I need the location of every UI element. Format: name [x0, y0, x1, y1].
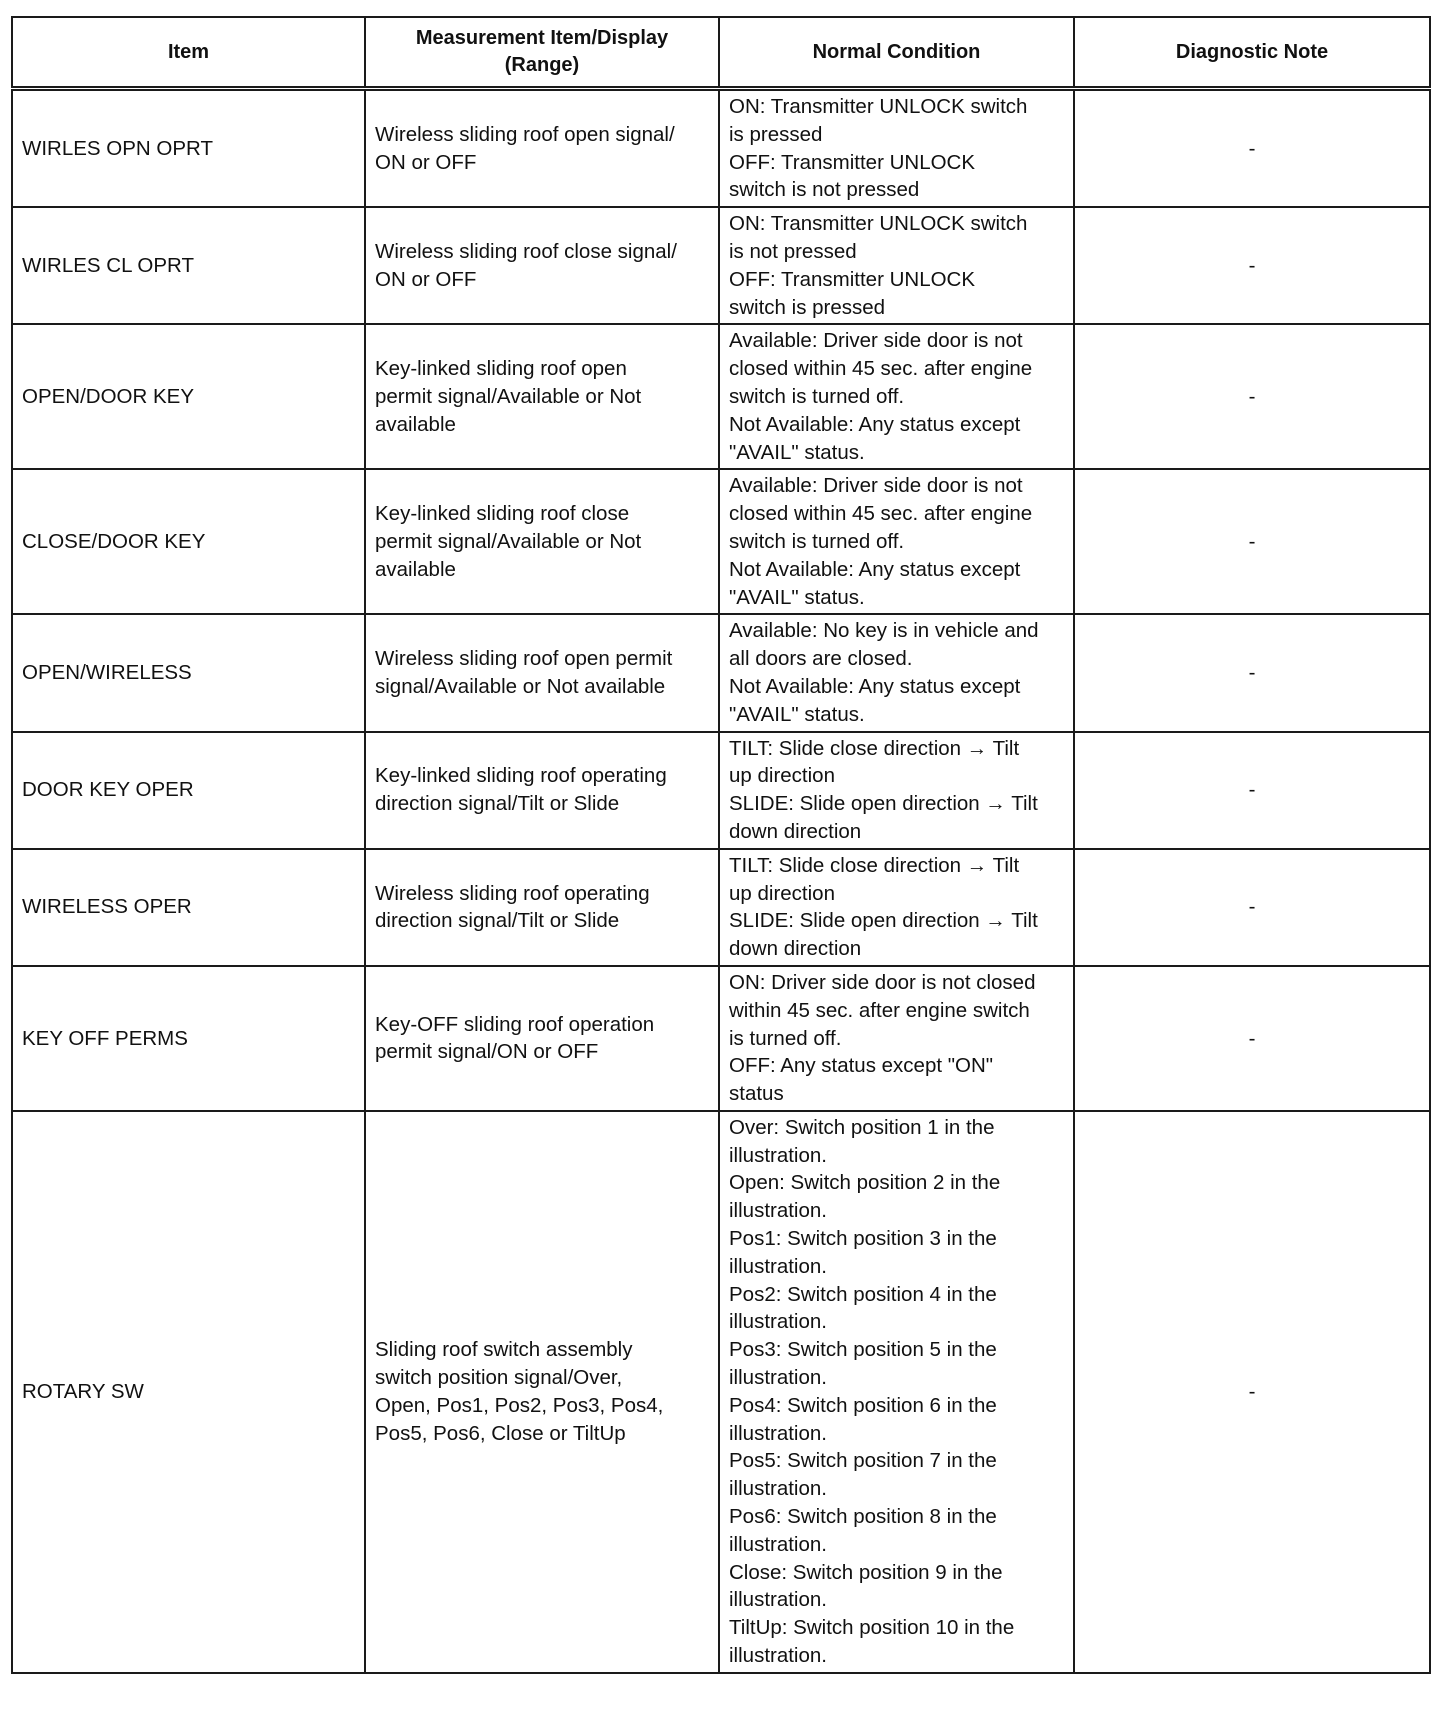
normal-condition-line: illustration.: [729, 1477, 827, 1501]
measurement-line: ON or OFF: [375, 150, 477, 174]
normal-condition-line: OFF: Any status except "ON": [729, 1054, 994, 1078]
normal-condition-line: down direction: [729, 819, 862, 843]
normal-condition-cell: [719, 469, 1074, 614]
normal-condition-line: Close: Switch position 9 in the: [729, 1560, 1003, 1584]
header-diagnostic-note: [1074, 17, 1430, 89]
normal-condition-line: illustration.: [729, 1143, 827, 1167]
measurement-line: Wireless sliding roof open permit: [375, 647, 673, 671]
diagnostic-note-value: -: [1248, 136, 1256, 160]
normal-condition-line: closed within 45 sec. after engine: [729, 357, 1033, 381]
measurement-cell: [365, 469, 719, 614]
item-cell: [12, 849, 365, 966]
normal-condition-line: Available: No key is in vehicle and: [729, 619, 1039, 643]
normal-condition-line: OFF: Transmitter UNLOCK: [729, 267, 976, 291]
item-name: ROTARY SW: [22, 1379, 144, 1403]
item-cell: [12, 324, 365, 469]
normal-condition-cell: [719, 207, 1074, 324]
measurement-line: permit signal/ON or OFF: [375, 1040, 599, 1064]
measurement-line: permit signal/Available or Not: [375, 529, 642, 553]
measurement-line: Pos5, Pos6, Close or TiltUp: [375, 1421, 626, 1445]
item-name: WIRLES CL OPRT: [22, 253, 195, 277]
normal-condition-line: Not Available: Any status except: [729, 674, 1021, 698]
table-row: [12, 469, 1430, 614]
normal-condition-line: ON: Transmitter UNLOCK switch: [729, 95, 1028, 118]
item-cell: [12, 469, 365, 614]
normal-condition-line: Available: Driver side door is not: [729, 329, 1023, 353]
diagnostic-note-value: -: [1248, 529, 1256, 553]
measurement-cell: [365, 1111, 719, 1673]
diagnostic-note-value: -: [1248, 1379, 1256, 1403]
header-row: [12, 17, 1430, 89]
item-name: DOOR KEY OPER: [22, 778, 194, 802]
header-diagnostic-note-label: Diagnostic Note: [1175, 40, 1329, 63]
normal-condition-cell: [719, 614, 1074, 731]
normal-condition-line: Over: Switch position 1 in the: [729, 1115, 995, 1139]
item-cell: [12, 966, 365, 1111]
normal-condition-line: is turned off.: [729, 1026, 842, 1050]
measurement-cell: [365, 966, 719, 1111]
normal-condition-cell: [719, 849, 1074, 966]
item-name: WIRELESS OPER: [22, 895, 192, 919]
normal-condition-line: illustration.: [729, 1366, 827, 1390]
header-measurement: [365, 17, 719, 89]
normal-condition-line: switch is turned off.: [729, 529, 905, 553]
normal-condition-cell: [719, 324, 1074, 469]
diagnostic-note-cell: [1074, 469, 1430, 614]
measurement-line: Key-linked sliding roof open: [375, 357, 627, 381]
normal-condition-line: Available: Driver side door is not: [729, 474, 1023, 498]
normal-condition-line: TILT: Slide close direction → Tilt: [729, 853, 1020, 877]
measurement-cell: [365, 732, 719, 849]
measurement-cell: [365, 614, 719, 731]
diagnostic-note-cell: [1074, 207, 1430, 324]
normal-condition-cell: [719, 1111, 1074, 1673]
normal-condition-line: illustration.: [729, 1588, 827, 1612]
normal-condition-line: Not Available: Any status except: [729, 412, 1021, 436]
item-name: OPEN/WIRELESS: [22, 661, 192, 685]
measurement-cell: [365, 207, 719, 324]
item-name: WIRLES OPN OPRT: [22, 136, 213, 160]
measurement-cell: [365, 324, 719, 469]
table-row: [12, 966, 1430, 1111]
diagnostic-note-value: -: [1248, 1026, 1256, 1050]
table-row: [12, 89, 1430, 208]
table-row: [12, 614, 1430, 731]
item-cell: [12, 614, 365, 731]
measurement-line: available: [375, 412, 456, 436]
measurement-line: Wireless sliding roof close signal/: [375, 239, 677, 263]
normal-condition-line: closed within 45 sec. after engine: [729, 502, 1033, 526]
header-measurement-line1: Measurement Item/Display: [415, 27, 669, 49]
table-row: [12, 732, 1430, 849]
diagnostic-note-cell: [1074, 324, 1430, 469]
header-normal-condition: [719, 17, 1074, 89]
header-normal-condition-label: Normal Condition: [812, 40, 981, 63]
diagnostic-note-cell: [1074, 966, 1430, 1111]
normal-condition-line: Pos1: Switch position 3 in the: [729, 1227, 997, 1251]
table-row: [12, 1111, 1430, 1673]
normal-condition-line: TILT: Slide close direction → Tilt: [729, 736, 1020, 760]
normal-condition-line: illustration.: [729, 1199, 827, 1223]
measurement-line: signal/Available or Not available: [375, 674, 666, 698]
measurement-line: Wireless sliding roof operating: [375, 881, 650, 905]
normal-condition-cell: [719, 732, 1074, 849]
measurement-line: Sliding roof switch assembly: [375, 1338, 633, 1362]
normal-condition-line: ON: Driver side door is not closed: [729, 970, 1036, 994]
measurement-line: Open, Pos1, Pos2, Pos3, Pos4,: [375, 1393, 664, 1417]
diagnostic-note-value: -: [1248, 778, 1256, 802]
item-cell: [12, 732, 365, 849]
measurement-line: Wireless sliding roof open signal/: [375, 122, 675, 146]
normal-condition-line: Not Available: Any status except: [729, 557, 1021, 581]
measurement-line: Key-linked sliding roof operating: [375, 764, 667, 788]
diagnostic-note-value: -: [1248, 895, 1256, 919]
normal-condition-line: Pos2: Switch position 4 in the: [729, 1282, 997, 1306]
normal-condition-line: up direction: [729, 881, 835, 905]
normal-condition-line: is pressed: [729, 122, 823, 146]
header-measurement-line2: (Range): [504, 54, 580, 76]
normal-condition-cell: [719, 89, 1074, 208]
normal-condition-line: "AVAIL" status.: [729, 702, 865, 726]
normal-condition-line: OFF: Transmitter UNLOCK: [729, 150, 976, 174]
item-name: OPEN/DOOR KEY: [22, 384, 195, 408]
normal-condition-line: down direction: [729, 937, 862, 961]
measurement-line: Key-linked sliding roof close: [375, 502, 630, 526]
measurement-line: permit signal/Available or Not: [375, 384, 642, 408]
measurement-line: switch position signal/Over,: [375, 1366, 623, 1390]
normal-condition-line: illustration.: [729, 1310, 827, 1334]
normal-condition-line: Pos4: Switch position 6 in the: [729, 1393, 997, 1417]
normal-condition-line: Open: Switch position 2 in the: [729, 1171, 1001, 1195]
measurement-line: ON or OFF: [375, 267, 477, 291]
table-row: [12, 207, 1430, 324]
header-item: [12, 17, 365, 89]
measurement-line: direction signal/Tilt or Slide: [375, 792, 620, 816]
normal-condition-line: ON: Transmitter UNLOCK switch: [729, 212, 1028, 236]
normal-condition-line: illustration.: [729, 1421, 827, 1445]
normal-condition-line: "AVAIL" status.: [729, 440, 865, 464]
diagnostic-note-cell: [1074, 89, 1430, 208]
normal-condition-line: illustration.: [729, 1254, 827, 1278]
diagnostic-note-value: -: [1248, 661, 1256, 685]
item-cell: [12, 207, 365, 324]
data-list-sheet: [11, 16, 1429, 1674]
diagnostic-note-cell: [1074, 732, 1430, 849]
measurement-cell: [365, 89, 719, 208]
item-cell: [12, 89, 365, 208]
normal-condition-line: Pos3: Switch position 5 in the: [729, 1338, 997, 1362]
table-row: [12, 849, 1430, 966]
table-row: [12, 324, 1430, 469]
normal-condition-line: illustration.: [729, 1532, 827, 1556]
normal-condition-line: all doors are closed.: [729, 647, 913, 671]
normal-condition-line: within 45 sec. after engine switch: [729, 998, 1030, 1022]
normal-condition-line: switch is not pressed: [729, 178, 920, 202]
measurement-line: Key-OFF sliding roof operation: [375, 1012, 655, 1036]
normal-condition-cell: [719, 966, 1074, 1111]
diagnostic-note-cell: [1074, 614, 1430, 731]
normal-condition-line: illustration.: [729, 1644, 827, 1668]
normal-condition-line: "AVAIL" status.: [729, 585, 865, 609]
table-body: [12, 89, 1430, 1673]
measurement-line: available: [375, 557, 456, 581]
item-name: CLOSE/DOOR KEY: [22, 529, 206, 553]
data-list-table: [11, 16, 1431, 1674]
normal-condition-line: Pos6: Switch position 8 in the: [729, 1505, 997, 1529]
normal-condition-line: Pos5: Switch position 7 in the: [729, 1449, 997, 1473]
normal-condition-line: TiltUp: Switch position 10 in the: [729, 1616, 1015, 1640]
item-name: KEY OFF PERMS: [22, 1026, 188, 1050]
normal-condition-line: SLIDE: Slide open direction → Tilt: [729, 909, 1038, 933]
normal-condition-line: status: [729, 1082, 784, 1106]
diagnostic-note-value: -: [1248, 253, 1256, 277]
measurement-line: direction signal/Tilt or Slide: [375, 909, 620, 933]
normal-condition-line: is not pressed: [729, 239, 857, 263]
diagnostic-note-cell: [1074, 849, 1430, 966]
normal-condition-line: SLIDE: Slide open direction → Tilt: [729, 792, 1038, 816]
diagnostic-note-value: -: [1248, 384, 1256, 408]
item-cell: [12, 1111, 365, 1673]
normal-condition-line: up direction: [729, 764, 835, 788]
header-item-label: Item: [167, 40, 210, 63]
normal-condition-line: switch is pressed: [729, 295, 886, 319]
measurement-cell: [365, 849, 719, 966]
diagnostic-note-cell: [1074, 1111, 1430, 1673]
normal-condition-line: switch is turned off.: [729, 384, 905, 408]
